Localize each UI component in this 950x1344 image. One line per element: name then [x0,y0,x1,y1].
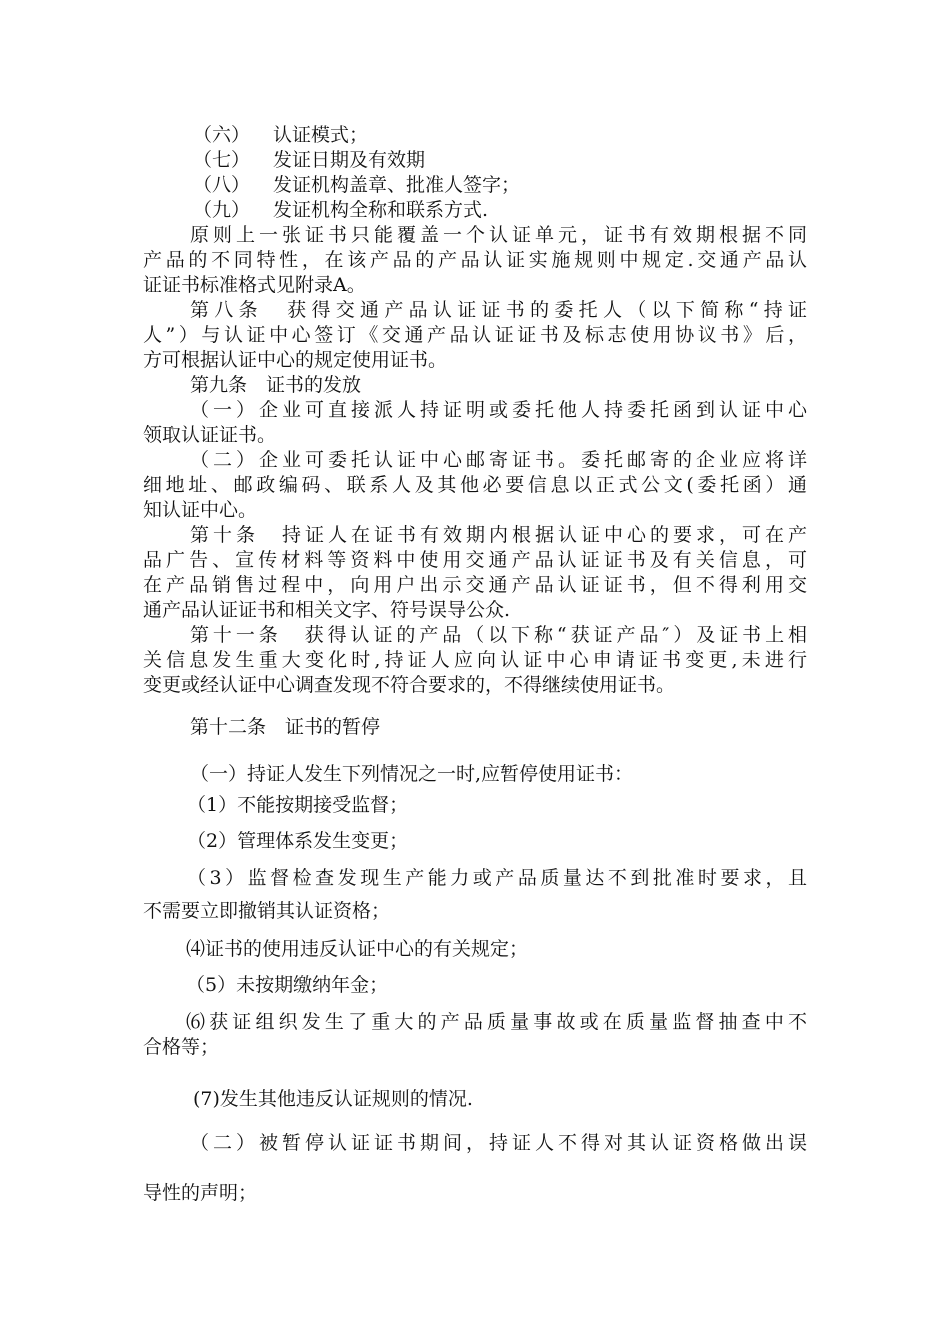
paragraph-line: 品广告、宣传材料等资料中使用交通产品认证证书及有关信息，可 [143,549,807,571]
list-item-number: （六） [193,124,251,146]
paragraph-line: 领取认证证书。 [143,424,277,446]
paragraph-line: 第十一条 获得认证的产品（以下称“获证产品″）及证书上相 [190,624,807,646]
list-item [193,123,793,148]
paragraph-line: 人”）与认证中心签订《交通产品认证证书及标志使用协议书》后， [143,324,807,346]
list-item: (7)发生其他违反认证规则的情况. [193,1088,473,1110]
list-item-number: （八） [193,174,251,196]
section-heading: 第十二条 证书的暂停 [190,716,381,738]
paragraph-line: 细地址、邮政编码、联系人及其他必要信息以正式公文(委托函）通 [143,474,807,496]
list-item-number: （九） [193,199,251,221]
list-item-continuation: 不需要立即撤销其认证资格； [143,900,391,922]
paragraph-line: 方可根据认证中心的规定使用证书。 [143,349,448,371]
paragraph-line: （二）企业可委托认证中心邮寄证书。委托邮寄的企业应将详 [190,449,807,471]
list-item: （1）不能按期接受监督； [187,794,409,816]
paragraph-line: 证证书标准格式见附录A。 [143,274,366,296]
paragraph-line: 产品的不同特性，在该产品的产品认证实施规则中规定.交通产品认 [143,249,807,271]
list-item: （2）管理体系发生变更； [187,830,409,852]
list-item [193,198,793,223]
list-item-number: （七） [193,149,251,171]
list-item-text: 认证模式； [273,124,369,146]
list-item-continuation: 合格等； [143,1036,220,1058]
list-item-text: 发证机构盖章、批准人签字； [273,174,521,196]
list-item: ⑷证书的使用违反认证中心的有关规定； [186,938,529,960]
paragraph-line: 通产品认证证书和相关文字、符号误导公众. [143,599,511,621]
list-item-text: 发证机构全称和联系方式. [273,199,489,221]
list-item [193,173,793,198]
paragraph-line: 关信息发生重大变化时,持证人应向认证中心申请证书变更,未进行 [143,649,807,671]
paragraph-line: 知认证中心。 [143,499,258,521]
paragraph-line: 第八条 获得交通产品认证证书的委托人（以下简称“持证 [190,299,807,321]
list-item-text: 发证日期及有效期 [273,149,426,171]
list-item: （3）监督检查发现生产能力或产品质量达不到批准时要求，且 [187,867,807,889]
list-item: （5）未按期缴纳年金； [186,974,389,996]
paragraph-line: （一）企业可直接派人持证明或委托他人持委托函到认证中心 [190,399,807,421]
paragraph-line: （二）被暂停认证证书期间，持证人不得对其认证资格做出误 [190,1132,807,1154]
paragraph-line: 第十条 持证人在证书有效期内根据认证中心的要求，可在产 [190,524,807,546]
list-item [193,148,793,173]
list-item: ⑹获证组织发生了重大的产品质量事故或在质量监督抽查中不 [186,1011,807,1033]
paragraph-line: 在产品销售过程中，向用户出示交通产品认证证书，但不得利用交 [143,574,807,596]
section-heading: 第九条 证书的发放 [190,374,362,396]
paragraph-line: 变更或经认证中心调查发现不符合要求的，不得继续使用证书。 [143,674,676,696]
paragraph-line: 导性的声明； [143,1182,258,1204]
paragraph-line: 原则上一张证书只能覆盖一个认证单元，证书有效期根据不同 [190,224,807,246]
paragraph-line: （一）持证人发生下列情况之一时,应暂停使用证书： [190,763,634,785]
